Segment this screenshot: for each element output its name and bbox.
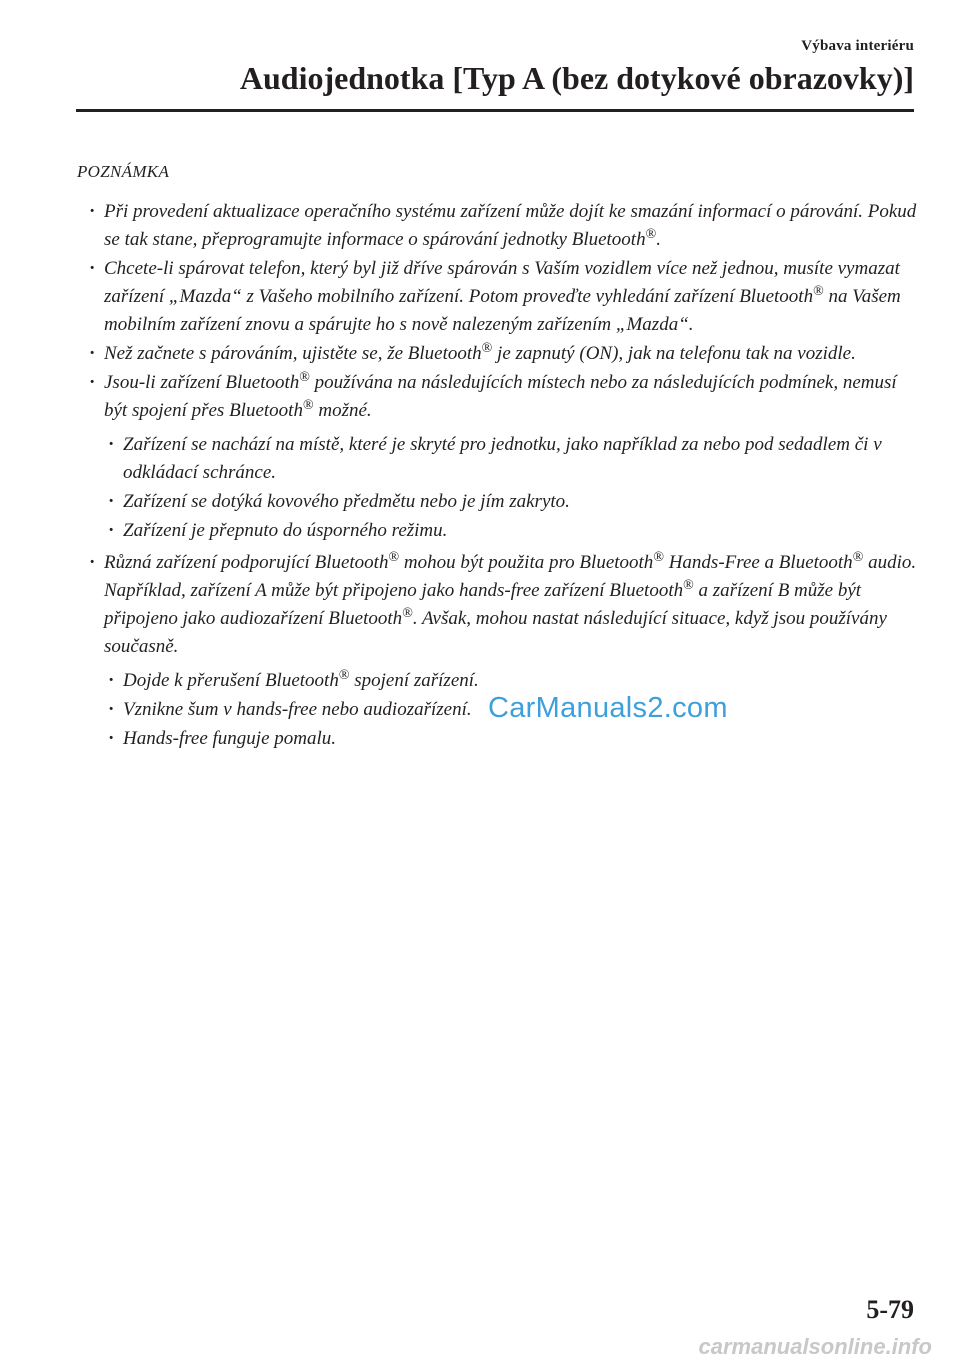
registered-mark: ® <box>402 606 413 621</box>
note-item-repairing: · Chcete-li spárovat telefon, který byl již dříve spárován s Vaším vozidlem více než jednou, musíte vymazat zařízení „Mazda“ z Vašeho mobilního zařízení. Potom proveďte vyhledání zařízení Bluetooth® na Vašem mobilním zařízení znovu a spárujte ho s nově nalezeným zařízením „Mazda“. <box>88 255 918 339</box>
registered-mark: ® <box>302 398 314 413</box>
list-item: · Dojde k přerušení Bluetooth® spojení zařízení. <box>107 667 918 695</box>
note-item-multiple-devices: · Různá zařízení podporující Bluetooth® mohou být použita pro Bluetooth® Hands-Free a Bluetooth® audio. Například, zařízení A může být připojeno jako hands-free zařízení Bluetooth® a zařízení B může být připojeno jako audiozařízení Bluetooth®. Avšak, mohou nastat následující situace, když jsou používány současně. <box>88 549 918 661</box>
title-rule <box>76 109 914 112</box>
condition-sublist <box>107 431 918 545</box>
list-item: · Vznikne šum v hands-free nebo audiozařízení. <box>107 696 918 724</box>
note-item-conditions: · Jsou-li zařízení Bluetooth® používána na následujících místech nebo za následujících podmínek, nemusí být spojení přes Bluetooth® možné. <box>88 369 918 425</box>
watermark-text: CarManuals2.com <box>488 692 728 724</box>
note-item-os-update: · Při provedení aktualizace operačního systému zařízení může dojít ke smazání informací o párování. Pokud se tak stane, přeprogramujte informace o spárování jednotky Bluetooth®. <box>88 198 918 254</box>
page-title: Audiojednotka [Typ A (bez dotykové obrazovky)] <box>239 60 914 96</box>
registered-mark: ® <box>645 227 657 242</box>
registered-mark: ® <box>388 550 400 565</box>
list-item: · Zařízení se nachází na místě, které je skryté pro jednotku, jako například za nebo pod sedadlem či v odkládací schránce. <box>107 431 918 487</box>
page-number: 5-79 <box>866 1295 914 1324</box>
note-item-bluetooth-on: · Než začnete s párováním, ujistěte se, že Bluetooth® je zapnutý (ON), jak na telefonu tak na vozidle. <box>88 340 918 368</box>
registered-mark: ® <box>338 668 350 683</box>
list-item: · Zařízení je přepnuto do úsporného režimu. <box>107 517 918 545</box>
registered-mark: ® <box>481 341 493 356</box>
section-label: Výbava interiéru <box>801 38 914 54</box>
registered-mark: ® <box>852 550 864 565</box>
registered-mark: ® <box>813 284 824 299</box>
list-item: · Zařízení se dotýká kovového předmětu nebo je jím zakryto. <box>107 488 918 516</box>
note-heading: POZNÁMKA <box>77 162 170 181</box>
note-list <box>88 198 918 757</box>
list-item: · Hands-free funguje pomalu. <box>107 725 918 753</box>
registered-mark: ® <box>653 550 664 565</box>
registered-mark: ® <box>299 370 310 385</box>
registered-mark: ® <box>683 578 694 593</box>
footer-site-link[interactable]: carmanualsonline.info <box>698 1334 932 1359</box>
